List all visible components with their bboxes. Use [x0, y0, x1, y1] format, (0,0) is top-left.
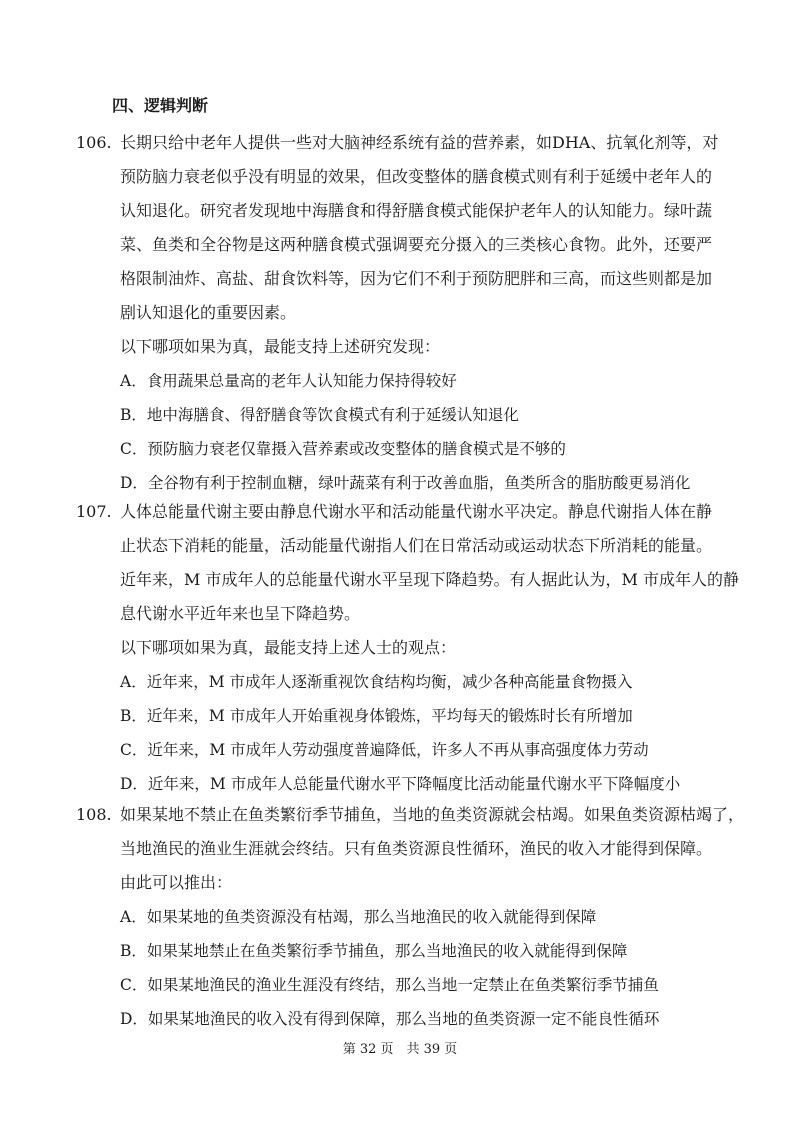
question-text: 认知退化。研究者发现地中海膳食和得舒膳食模式能保护老年人的认知能力。绿叶蔬 — [120, 201, 713, 220]
section-title: 四、逻辑判断 — [112, 96, 209, 115]
option-d: D．全谷物有利于控制血糖，绿叶蔬菜有利于改善血脂，鱼类所含的脂肪酸更易消化 — [120, 474, 691, 492]
question-prompt: 由此可以推出： — [120, 873, 233, 892]
question-line — [76, 126, 736, 160]
question-line — [76, 798, 745, 832]
question-text: 如果某地不禁止在鱼类繁衍季节捕鱼，当地的鱼类资源就会枯竭。如果鱼类资源枯竭了， — [120, 805, 745, 824]
page-number-footer: 第 32 页 共 39 页 — [342, 1042, 458, 1057]
option-b: B．如果某地禁止在鱼类繁衍季节捕鱼，那么当地渔民的收入就能得到保障 — [120, 942, 628, 960]
option-c: C．近年来，M 市成年人劳动强度普遍降低，许多人不再从事高强度体力劳动 — [120, 741, 649, 759]
question-text: 预防脑力衰老似乎没有明显的效果，但改变整体的膳食模式则有利于延缓中老年人的 — [120, 167, 713, 186]
option-b: B．近年来，M 市成年人开始重视身体锻炼，平均每天的锻炼时长有所增加 — [120, 707, 633, 725]
question-number: 106. — [76, 133, 112, 152]
question-text: 近年来，M 市成年人的总能量代谢水平呈现下降趋势。有人据此认为，M 市成年人的静 — [120, 570, 739, 589]
option-c: C．如果某地渔民的渔业生涯没有终结，那么当地一定禁止在鱼类繁衍季节捕鱼 — [120, 976, 659, 994]
question-108 — [76, 798, 745, 1036]
option-d: D．如果某地渔民的收入没有得到保障，那么当地的鱼类资源一定不能良性循环 — [120, 1010, 660, 1028]
question-line — [76, 495, 736, 529]
question-prompt: 以下哪项如果为真，最能支持上述研究发现： — [120, 337, 441, 356]
option-a: A．食用蔬果总量高的老年人认知能力保持得较好 — [120, 372, 457, 390]
question-text: 格限制油炸、高盐、甜食饮料等，因为它们不利于预防肥胖和三高，而这些则都是加 — [120, 269, 713, 288]
question-text: 当地渔民的渔业生涯就会终结。只有鱼类资源良性循环，渔民的收入才能得到保障。 — [120, 839, 713, 858]
question-107 — [76, 495, 739, 801]
option-c: C．预防脑力衰老仅靠摄入营养素或改变整体的膳食模式是不够的 — [120, 440, 566, 458]
question-text: 止状态下消耗的能量，活动能量代谢指人们在日常活动或运动状态下所消耗的能量。 — [120, 536, 713, 555]
option-a: A．近年来，M 市成年人逐渐重视饮食结构均衡，减少各种高能量食物摄入 — [120, 673, 633, 691]
question-106 — [76, 126, 736, 500]
question-text: 菜、鱼类和全谷物是这两种膳食模式强调要充分摄入的三类核心食物。此外，还要严 — [120, 235, 713, 254]
question-text: 息代谢水平近年来也呈下降趋势。 — [120, 604, 361, 623]
question-text: 剧认知退化的重要因素。 — [120, 303, 297, 322]
option-d: D．近年来，M 市成年人总能量代谢水平下降幅度比活动能量代谢水平下降幅度小 — [120, 775, 681, 793]
option-a: A．如果某地的鱼类资源没有枯竭，那么当地渔民的收入就能得到保障 — [120, 908, 597, 926]
question-text: 长期只给中老年人提供一些对大脑神经系统有益的营养素，如DHA、抗氧化剂等，对 — [120, 133, 719, 152]
question-text: 人体总能量代谢主要由静息代谢水平和活动能量代谢水平决定。静息代谢指人体在静 — [120, 502, 713, 521]
question-number: 108. — [76, 805, 112, 824]
option-b: B．地中海膳食、得舒膳食等饮食模式有利于延缓认知退化 — [120, 406, 519, 424]
question-number: 107. — [76, 502, 112, 521]
question-prompt: 以下哪项如果为真，最能支持上述人士的观点： — [120, 638, 457, 657]
